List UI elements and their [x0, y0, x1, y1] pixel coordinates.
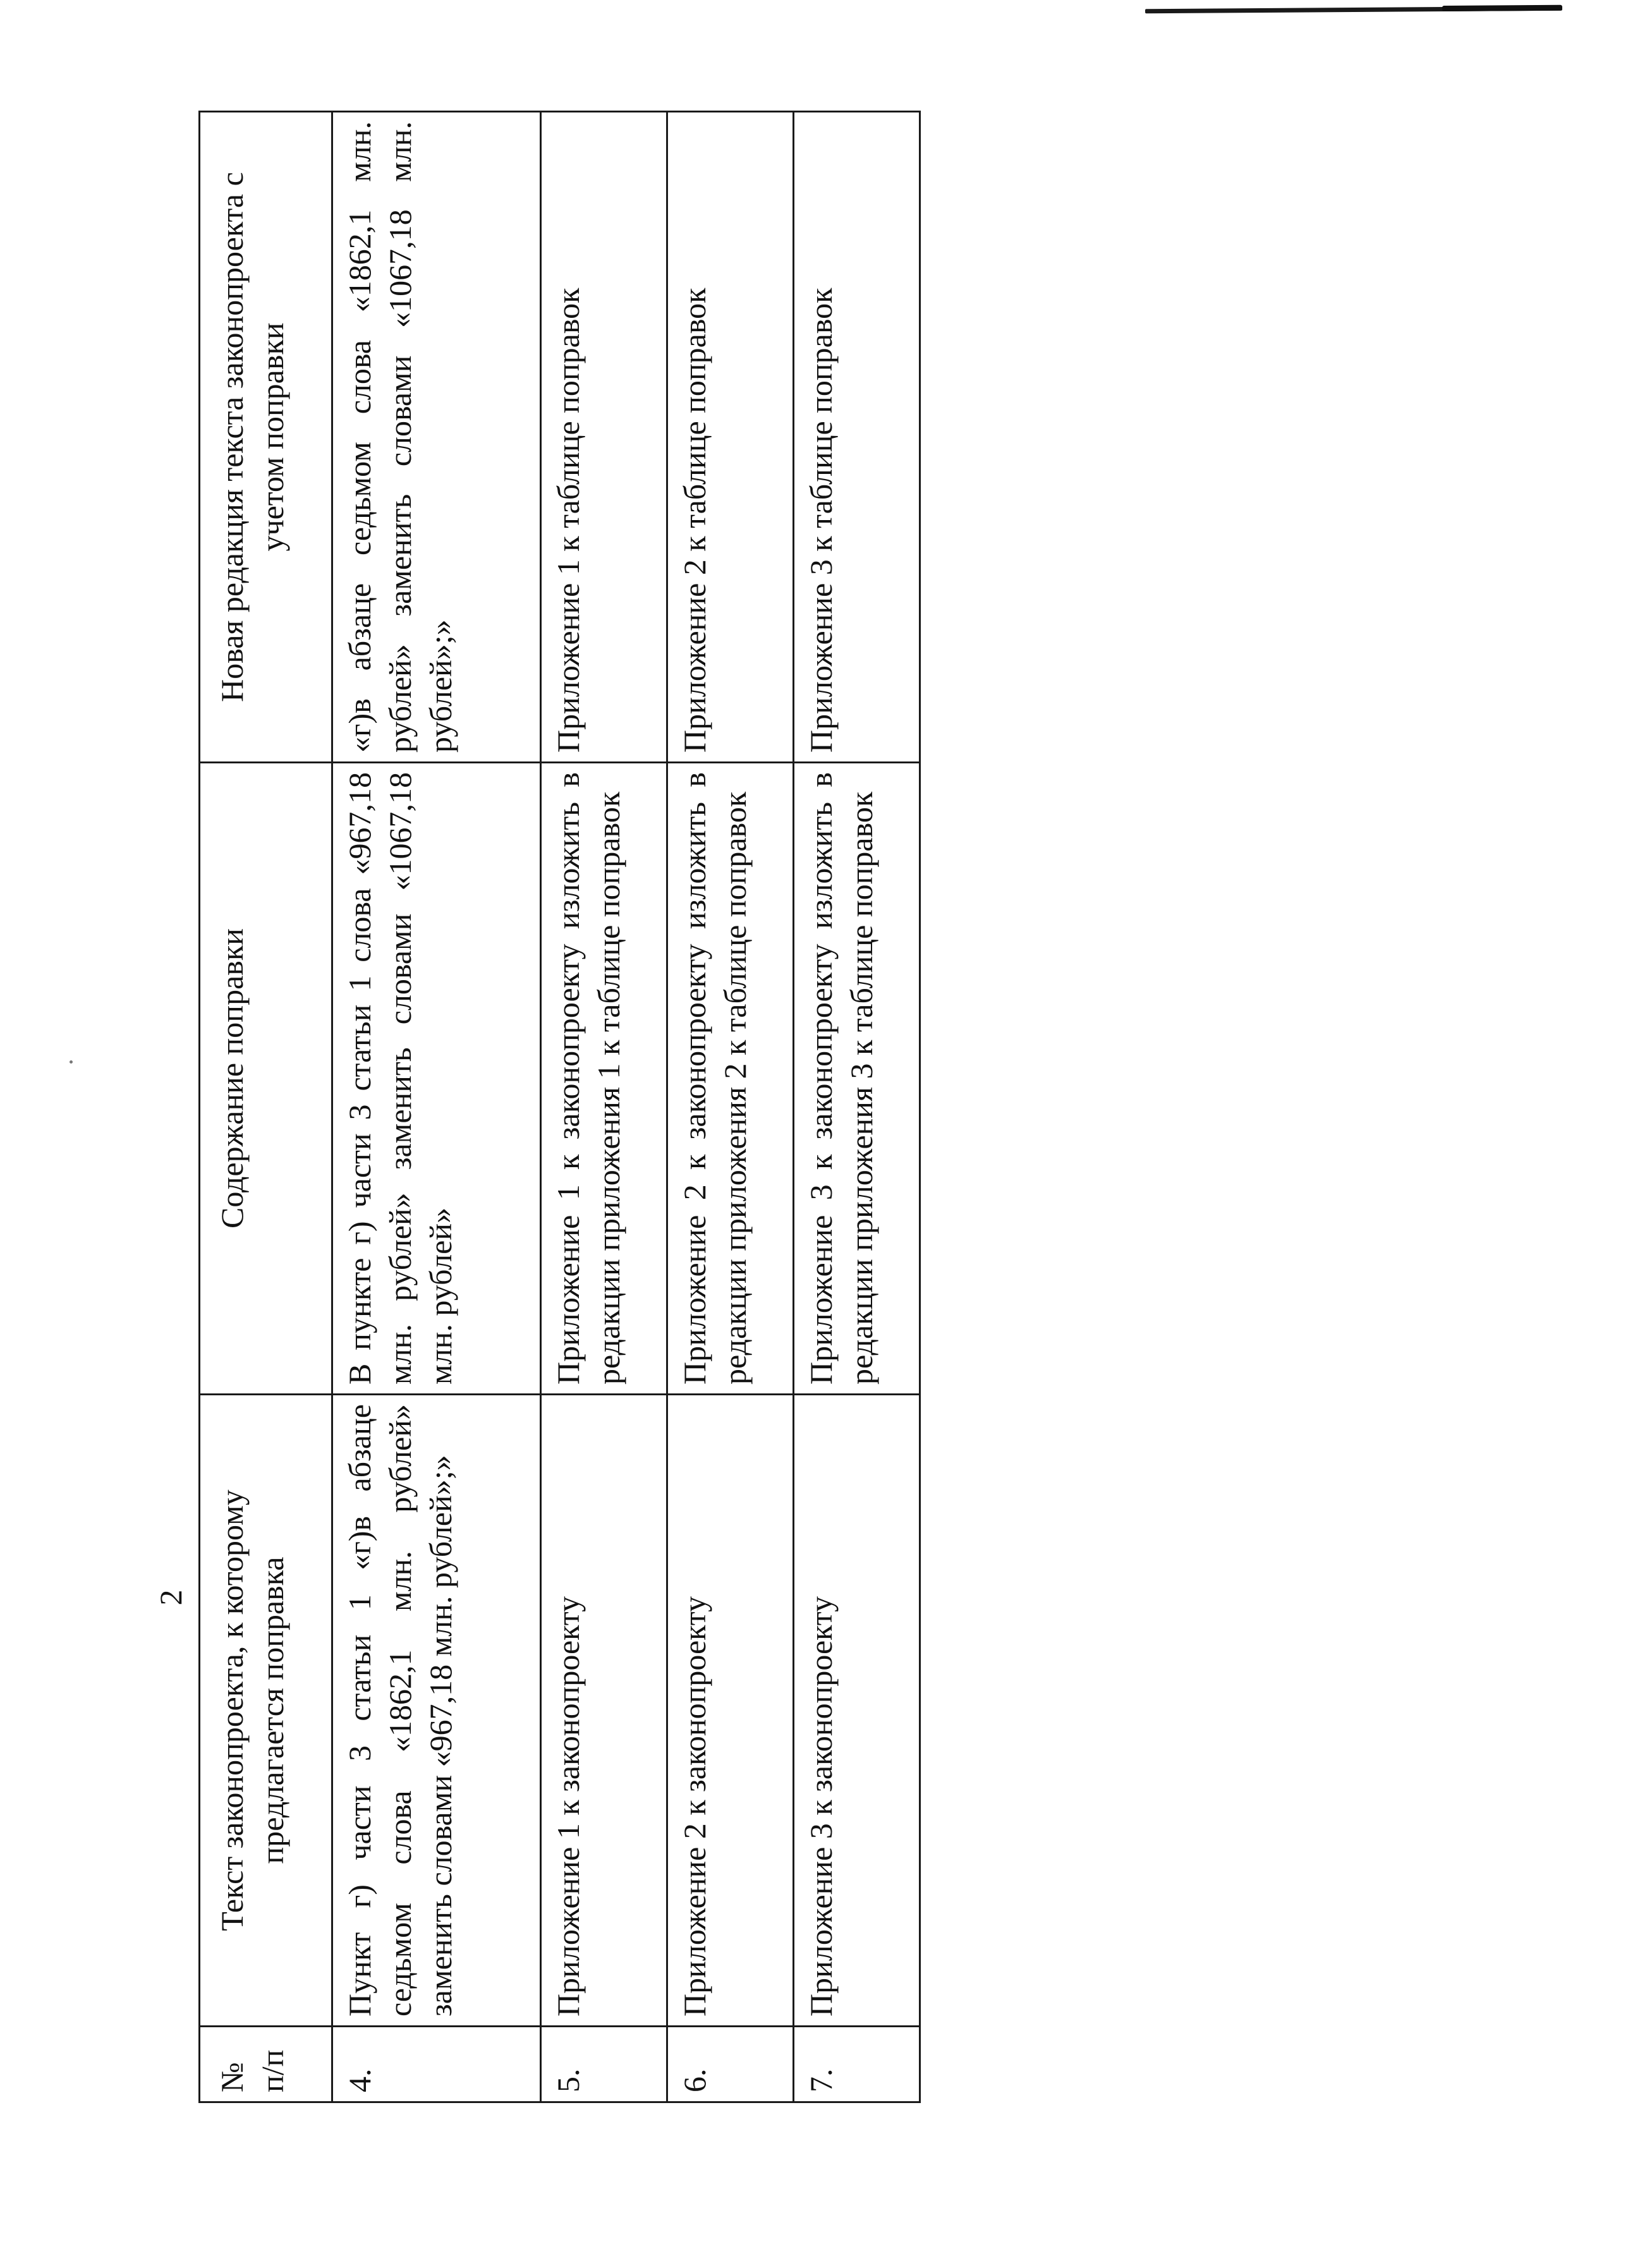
row-new-text: «г)в абзаце седьмом слова «1862,1 млн. рублей» заменить словами «1067,18 млн. рублей»;»	[332, 112, 541, 763]
row-amendment: Приложение 1 к законопроекту изложить в редакции приложения 1 к таблице поправок	[541, 763, 667, 1395]
table-row	[667, 112, 794, 2102]
amendments-table	[198, 111, 921, 2103]
scan-speck	[70, 1060, 73, 1064]
header-new-text: Новая редакция текста законопроекта с учетом поправки	[200, 112, 332, 763]
table-row	[332, 112, 541, 2102]
row-num: 5.	[541, 2027, 667, 2102]
row-num: 6.	[667, 2027, 794, 2102]
row-bill-text: Пункт г) части 3 статьи 1 «г)в абзаце седьмом слова «1862,1 млн. рублей» заменить словами «967,18 млн. рублей»;»	[332, 1395, 541, 2027]
table-row	[794, 112, 920, 2102]
row-new-text: Приложение 2 к таблице поправок	[667, 112, 794, 763]
row-num: 4.	[332, 2027, 541, 2102]
header-amendment: Содержание поправки	[200, 763, 332, 1395]
scan-top-rule	[1145, 6, 1562, 14]
table-header-row	[200, 112, 332, 2102]
row-bill-text: Приложение 3 к законопроекту	[794, 1395, 920, 2027]
row-amendment: Приложение 2 к законопроекту изложить в редакции приложения 2 к таблице поправок	[667, 763, 794, 1395]
table-row	[541, 112, 667, 2102]
row-new-text: Приложение 3 к таблице поправок	[794, 112, 920, 763]
header-bill-text: Текст законопроекта, к которому предлагается поправка	[200, 1395, 332, 2027]
row-bill-text: Приложение 2 к законопроекту	[667, 1395, 794, 2027]
row-new-text: Приложение 1 к таблице поправок	[541, 112, 667, 763]
page-number: 2	[153, 1589, 188, 1606]
rotated-document-page	[154, 112, 887, 2103]
header-num: № п/п	[200, 2027, 332, 2102]
row-amendment: Приложение 3 к законопроекту изложить в редакции приложения 3 к таблице поправок	[794, 763, 920, 1395]
row-num: 7.	[794, 2027, 920, 2102]
row-amendment: В пункте г) части 3 статьи 1 слова «967,18 млн. рублей» заменить словами «1067,18 млн. рублей»	[332, 763, 541, 1395]
row-bill-text: Приложение 1 к законопроекту	[541, 1395, 667, 2027]
